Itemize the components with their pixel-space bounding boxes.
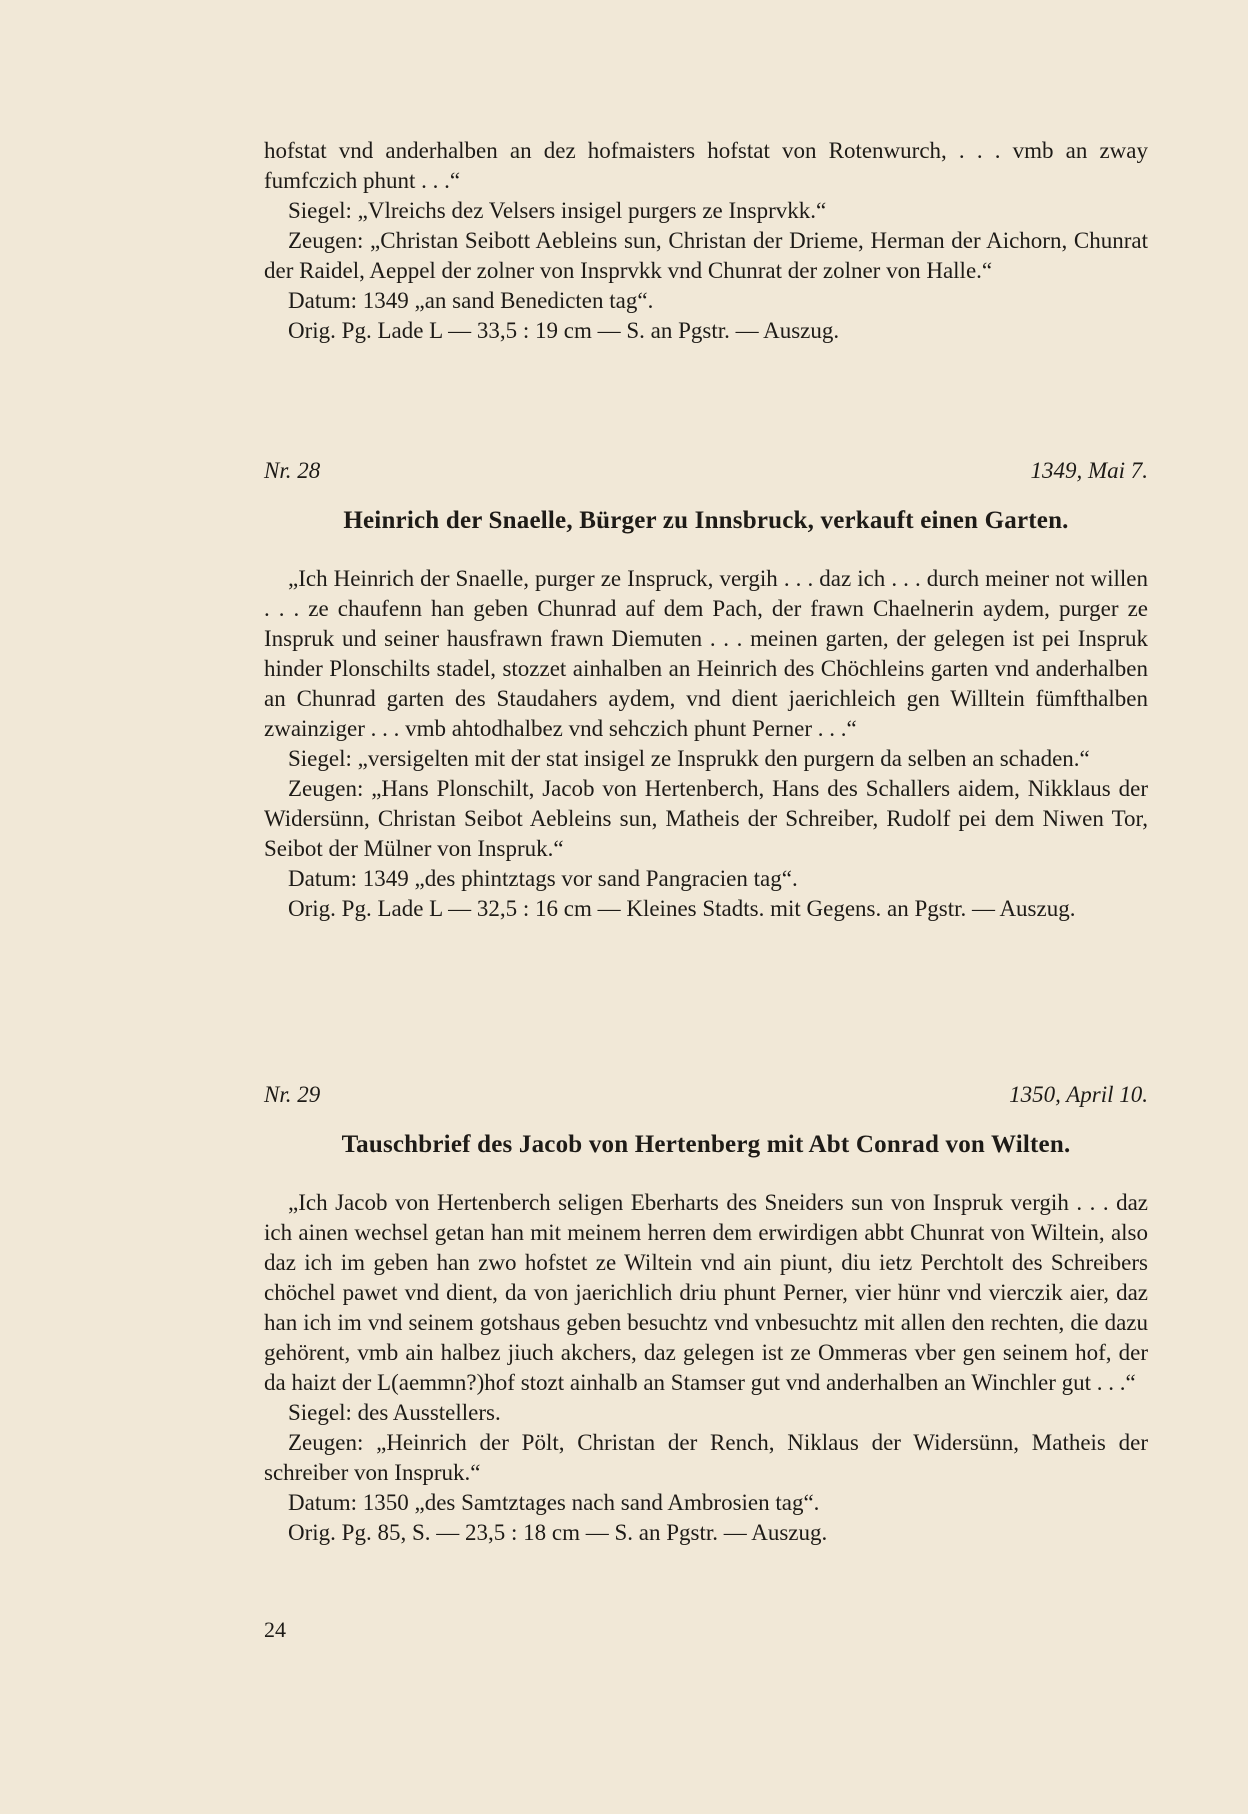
entry-title: Heinrich der Snaelle, Bürger zu Innsbruck, verkauft einen Garten. xyxy=(343,507,1069,534)
entry-datum: Datum: 1350 „des Samtztages nach sand Ambrosien tag“. xyxy=(288,1490,820,1515)
entry-orig: Orig. Pg. Lade L — 32,5 : 16 cm — Kleines Stadts. mit Gegens. an Pgstr. — Auszug. xyxy=(288,896,1076,921)
entry-text: „Ich Heinrich der Snaelle, purger ze Inspruck, vergih . . . daz ich . . . durch meiner not willen . . . ze chaufenn han geben Chunrad auf dem Pach, der frawn Chaelnerin aydem, purger ze Inspruk und seiner hausfrawn frawn Diemuten . . . meinen garten, der gelegen ist pei Inspruk hinder Plonschilts stadel, stozzet ainhalben an Heinrich des Chöchleins garten vnd anderhalben an Chunrad garten des Staudahers aydem, vnd dient jaerichleich gen Willtein fümfthalben zwainziger . . . vmb ahtodhalbez vnd sehczich phunt Perner . . .“ xyxy=(264,566,1148,741)
entry-title: Tauschbrief des Jacob von Hertenberg mit Abt Conrad von Wilten. xyxy=(341,1131,1071,1158)
entry-header xyxy=(264,456,1148,486)
entry-zeugen: Zeugen: „Heinrich der Pölt, Christan der Rench, Niklaus der Widersünn, Matheis der schreiber von Inspruk.“ xyxy=(264,1430,1148,1485)
entry-zeugen: Zeugen: „Hans Plonschilt, Jacob von Hertenberch, Hans des Schallers aidem, Nikklaus der Widersünn, Christan Seibot Aebleins sun, Matheis der Schreiber, Rudolf pei dem Niwen Tor, Seibot der Mülner von Inspruk.“ xyxy=(264,776,1148,861)
page-number: 24 xyxy=(264,1617,286,1642)
entry-28 xyxy=(264,456,1148,924)
entry-number: Nr. 28 xyxy=(264,458,321,483)
entry-orig: Orig. Pg. 85, S. — 23,5 : 18 cm — S. an Pgstr. — Auszug. xyxy=(288,1520,828,1545)
entry-datum: Datum: 1349 „des phintztags vor sand Pangracien tag“. xyxy=(288,866,798,891)
entry-siegel: Siegel: des Ausstellers. xyxy=(288,1400,501,1425)
continuation-block xyxy=(264,136,1148,346)
continuation-text: hofstat vnd anderhalben an dez hofmaisters hofstat von Rotenwurch, . . . vmb an zway fumfczich phunt . . .“ xyxy=(264,138,1148,193)
entry-text: „Ich Jacob von Hertenberch seligen Eberharts des Sneiders sun von Inspruk vergih . . . daz ich ainen wechsel getan han mit meinem herren dem erwirdigen abbt Chunrat von Wiltein, also daz ich im geben han zwo hofstet ze Wiltein vnd ain piunt, diu ietz Perchtolt des Schreibers chöchel pawet vnd dient, da von jaerichlich driu phunt Perner, vier hünr vnd vierczik aier, daz han ich im vnd seinem gotshaus geben besuchtz vnd vnbesuchtz mit allen den rechten, die dazu gehörent, vmb ain halbez jiuch akchers, daz gelegen ist ze Ommeras vber gen seinem hof, der da haizt der L(aemmn?)hof stozt ainhalb an Stamser gut vnd anderhalben an Winchler gut . . .“ xyxy=(264,1190,1148,1395)
entry-number: Nr. 29 xyxy=(264,1082,321,1107)
continuation-siegel: Siegel: „Vlreichs dez Velsers insigel purgers ze Insprvkk.“ xyxy=(288,198,827,223)
entry-body xyxy=(264,1188,1148,1548)
entry-header xyxy=(264,1080,1148,1110)
entry-body xyxy=(264,564,1148,924)
entry-date: 1350, April 10. xyxy=(1009,1082,1148,1107)
entry-date: 1349, Mai 7. xyxy=(1030,458,1148,483)
entry-29 xyxy=(264,1080,1148,1548)
continuation-zeugen: Zeugen: „Christan Seibott Aebleins sun, Christan der Drieme, Herman der Aichorn, Chunrat der Raidel, Aeppel der zolner von Insprvkk vnd Chunrat der zolner von Halle.“ xyxy=(264,228,1148,283)
entry-siegel: Siegel: „versigelten mit der stat insigel ze Insprukk den purgern da selben an schaden.“ xyxy=(288,746,1090,771)
continuation-datum: Datum: 1349 „an sand Benedicten tag“. xyxy=(288,288,654,313)
continuation-orig: Orig. Pg. Lade L — 33,5 : 19 cm — S. an Pgstr. — Auszug. xyxy=(288,318,840,343)
